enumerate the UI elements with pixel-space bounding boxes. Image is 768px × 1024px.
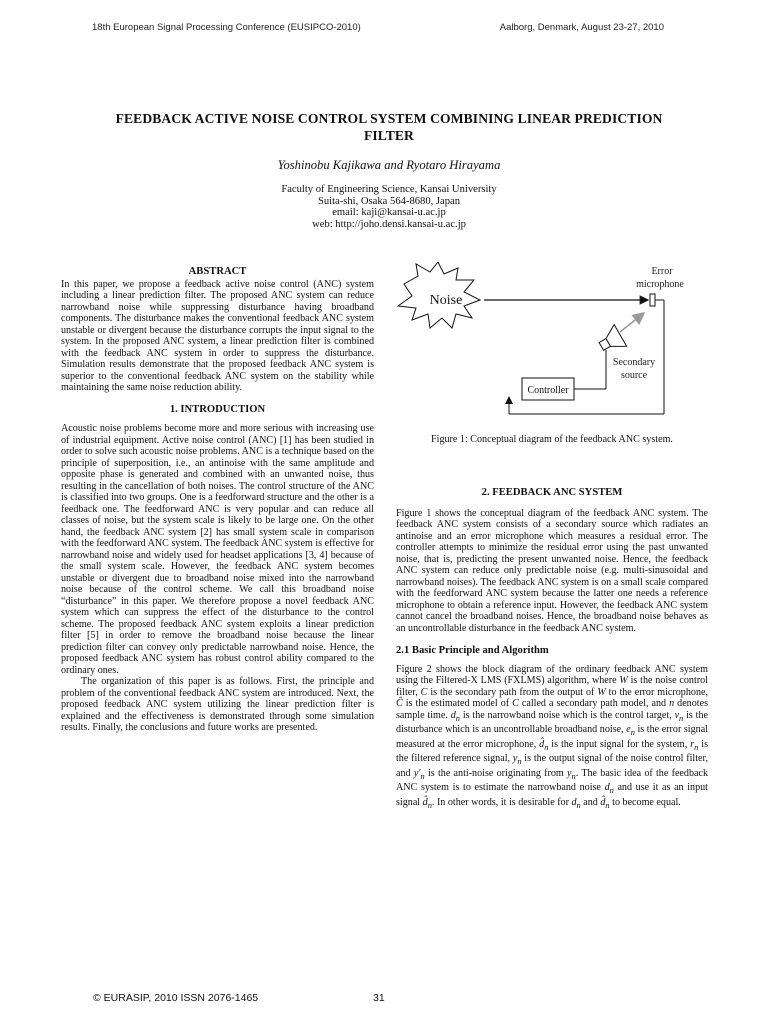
figure-1-diagram	[396, 262, 708, 428]
copyright-notice: © EURASIP, 2010 ISSN 2076-1465	[93, 992, 259, 1004]
source-label: source	[620, 370, 648, 381]
antinoise-arrow	[620, 313, 644, 332]
introduction-heading: 1. INTRODUCTION	[169, 403, 266, 415]
location-header: Aalborg, Denmark, August 23-27, 2010	[499, 22, 664, 33]
error-microphone-icon	[650, 294, 655, 306]
email-line: email: kaji@kansai-u.ac.jp	[332, 207, 446, 219]
abstract-heading: ABSTRACT	[188, 266, 247, 277]
section-2-heading: 2. FEEDBACK ANC SYSTEM	[481, 487, 623, 498]
page-number: 31	[373, 992, 385, 1004]
paper-title: FEEDBACK ACTIVE NOISE CONTROL SYSTEM COMBINING LINEAR PREDICTION FILTER	[115, 111, 663, 143]
intro-paragraph-2: The organization of this paper is as follows. First, the principle and problem of the conventional feedback ANC system are introduced. Next, the proposed feedback ANC system utilizing the linear prediction filter is explained and the effectiveness is demonstrated through some simulation results. Finally, the conclusions and future works are presented.	[61, 676, 374, 733]
subsection-2-1-heading: 2.1 Basic Principle and Algorithm	[396, 645, 549, 656]
affiliation	[0, 184, 768, 230]
affiliation-line: Suita-shi, Osaka 564-8680, Japan	[317, 195, 461, 207]
secondary-label: Secondary	[612, 357, 656, 368]
figure-1-caption: Figure 1: Conceptual diagram of the feedback ANC system.	[431, 434, 673, 445]
error-label: Error	[651, 266, 673, 277]
section-2-1-paragraph: Figure 2 shows the block diagram of the ordinary feedback ANC system using the Filtered-X LMS (FXLMS) algorithm, where W is the noise control filter, C is the secondary path from the output of W to the error microphone, Ĉ is the estimated model of C called a secondary path model, and n denotes sample time. $d_n$ is the narrowband noise which is the control target, $v_n$ is the disturbance which is an uncontrollable broadband noise, $e_n$ is the error signal measured at the error microphone, $d̂_n$ is the input signal for the system, $r_n$ is the filtered reference signal, $y_n$ is the output signal of the noise control filter, and $y'_n$ is the anti-noise originating from $y_n$. The basic idea of the feedback ANC system is to estimate the narrowband noise $d_n$ and use it as an input signal $d̂_n$. In other words, it is desirable for $d_n$ and $d̂_n$ to become equal.	[396, 663, 709, 810]
noise-label: Noise	[429, 293, 463, 308]
web-line: web: http://joho.densi.kansai-u.ac.jp	[312, 218, 466, 230]
affiliation-line: Faculty of Engineering Science, Kansai University	[281, 184, 497, 195]
authors: Yoshinobu Kajikawa and Ryotaro Hirayama	[277, 158, 501, 172]
left-column	[61, 266, 374, 734]
controller-label: Controller	[527, 385, 569, 396]
abstract-text: In this paper, we propose a feedback active noise control (ANC) system including a linear prediction filter. The proposed ANC system can reduce narrowband noise while suppressing disturbance having broadband components. The disturbance makes the conventional feedback ANC system unstable or divergent because the disturbance corrupts the input signal to the system. In the proposed ANC system, a linear prediction filter is combined with the feedback ANC system in order to suppress the disturbance. Simulation results demonstrate that the proposed feedback ANC system is superior to the conventional feedback ANC system on the stability while maintaining the same noise reduction ability.	[61, 278, 374, 393]
section-2-paragraph-1: Figure 1 shows the conceptual diagram of the feedback ANC system. The feedback ANC system consists of a secondary source which radiates an antinoise and an error microphone which measures a residual error. The controller attempts to minimize the residual error using the past unwanted noise, that is, predicting the present unwanted noise. Hence, the feedback ANC system can reduce only predictable noise (e.g. multi-sinusoidal and narrowband noises). The feedback ANC system is on a small scale compared with the feedforward ANC system because the latter one needs a reference microphone to obtain a reference input. However, the feedback ANC system cannot cancel the broadband noises. Hence, the broadband noise behaves as an uncontrollable disturbance in the feedback ANC system.	[396, 507, 708, 634]
conference-header: 18th European Signal Processing Conference (EUSIPCO-2010)	[92, 22, 361, 33]
microphone-label: microphone	[636, 279, 684, 290]
intro-paragraph-1: Acoustic noise problems become more and more serious with increasing use of industrial equipment. Active noise control (ANC) [1] has been studied in order to solve such acoustic noise problems. ANC is a technique based on the principle of superposition, i.e., an antinoise with the same amplitude and opposite phase is generated and combined with an unwanted noise, thus resulting in the cancellation of both noises. The control structure of the ANC is classified into two groups. One is a feedforward structure and the other is a feedback one. The feedforward ANC is very popular and can reduce all classes of noise, but the system scale is likely to be large one. On the other hand, the feedback ANC system [2] has small system scale in comparison with the feedforward ANC system. The feedback ANC system is effective for narrowband noise and widely used for headset applications [3, 4] because of the small system scale. However, the feedback ANC system becomes unstable or divergent due to broadband noise mixed into the narrowband noise because of the control scheme. We call this broadband noise “disturbance” in this paper. We therefore propose a novel feedback ANC system which can suppress the effect of the disturbance to the control scheme. The proposed feedback ANC system exploits a linear prediction filter [5] in order to remove the broadband noise because the linear prediction filter can convey only predictable narrowband noise. Hence, the proposed feedback ANC system has robust control ability compared to the ordinary ones.	[61, 423, 375, 676]
right-column	[396, 487, 708, 811]
